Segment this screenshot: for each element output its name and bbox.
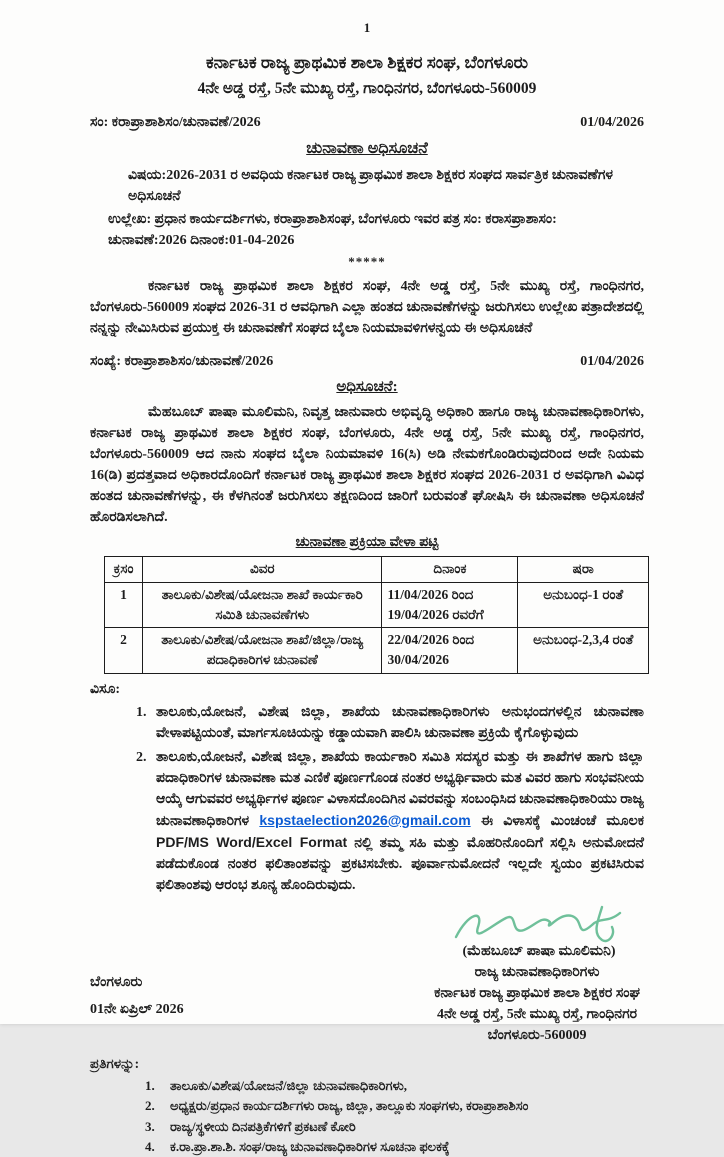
table-header-row: [105, 557, 649, 582]
row-remark: ಅನುಬಂಧ-1 ರಂತೆ: [518, 582, 649, 628]
reference-number-row-2: [90, 351, 644, 372]
signature-area: [90, 899, 644, 962]
table-row: [105, 628, 649, 674]
column-header-remark: ಷರಾ: [518, 557, 649, 582]
organization-name: ಕರ್ನಾಟಕ ರಾಜ್ಯ ಪ್ರಾಥಮಿಕ ಶಾಲಾ ಶಿಕ್ಷಕರ ಸಂಘ, ಬೆಂಗಳೂರು: [205, 52, 529, 72]
row-detail: ತಾಲೂಕು/ವಿಶೇಷ/ಯೋಜನಾ ಶಾಖೆ ಕಾರ್ಯಕಾರಿ ಸಮಿತಿ ಚುನಾವಣೆಗಳು: [143, 582, 382, 628]
note-item-2-text-mid: ಈ ವಿಳಾಸಕ್ಕೆ ಮಿಂಚಂಚೆ ಮೂಲಕ: [470, 813, 644, 829]
place: ಬೆಂಗಳೂರು: [90, 974, 143, 990]
election-email-link[interactable]: kspstaelection2026@gmail.com: [259, 811, 471, 828]
column-header-date: ದಿನಾಂಕ: [382, 557, 518, 582]
row-remark: ಅನುಬಂಧ-2,3,4 ರಂತೆ: [518, 628, 649, 674]
election-schedule-table: [104, 556, 649, 673]
place-and-designation-row: [90, 962, 644, 1046]
row-detail: ತಾಲೂಕು/ವಿಶೇಷ/ಯೋಜನಾ ಶಾಖೆ/ಜಿಲ್ಲಾ/ರಾಜ್ಯ ಪದಾಧಿಕಾರಿಗಳ ಚುನಾವಣೆ: [143, 628, 382, 674]
copy-item: 3. ರಾಜ್ಯ/ಸ್ಥಳೀಯ ದಿನಪತ್ರಿಕೆಗಳಿಗೆ ಪ್ರಕಟಣೆ ಕೋರಿ: [158, 1117, 644, 1137]
note-item-1: 1. ತಾಲೂಕು,ಯೋಜನೆ, ವಿಶೇಷ ಜಿಲ್ಲಾ, ಶಾಖೆಯ ಚುನಾವಣಾಧಿಕಾರಿಗಳು ಅನುಭಂದಗಳಲ್ಲಿನ ಚುನಾವಣಾ ವೇಳಾಪಟ್ಟಿಯಂತೆ, ಮಾರ್ಗಸೂಚಿಯನ್ನು ಕಡ್ಡಾಯವಾಗಿ ಪಾಲಿಸಿ ಚುನಾವಣಾ ಪ್ರಕ್ರಿಯೆ ಕೈಗೊಳ್ಳುವುದು: [150, 702, 644, 744]
signatory-org-city: ಬೆಂಗಳೂರು-560009: [487, 1027, 587, 1043]
signatory-designation-block: [434, 962, 640, 1046]
signature-block: [444, 899, 634, 962]
page-number: 1: [363, 20, 371, 35]
notification-body-paragraph: ಮೆಹಬೂಬ್ ಪಾಷಾ ಮೂಲಿಮನಿ, ನಿವೃತ್ತ ಜಾನುವಾರು ಅಭಿವೃದ್ಧಿ ಅಧಿಕಾರಿ ಹಾಗೂ ರಾಜ್ಯ ಚುನಾವಣಾಧಿಕಾರಿಗಳು, ಕರ್ನಾಟಕ ರಾಜ್ಯ ಪ್ರಾಥಮಿಕ ಶಾಲಾ ಶಿಕ್ಷಕರ ಸಂಘ, ಬೆಂಗಳೂರು, 4ನೇ ಅಡ್ಡ ರಸ್ತೆ, 5ನೇ ಮುಖ್ಯ ರಸ್ತೆ, ಗಾಂಧಿನಗರ, ಬೆಂಗಳೂರು-560009 ಆದ ನಾನು ಸಂಘದ ಬೈಲಾ ನಿಯಮಾವಳಿ 16(ಸಿ) ಅಡಿ ನೇಮಕಗೊಂಡಿರುವುದರಿಂದ ಅದೇ ನಿಯಮ 16(ಡಿ) ಪ್ರದತ್ತವಾದ ಅಧಿಕಾರದೊಂದಿಗೆ ಕರ್ನಾಟಕ ರಾಜ್ಯ ಪ್ರಾಥಮಿಕ ಶಾಲಾ ಶಿಕ್ಷಕರ ಸಂಘದ 2026-2031 ರ ಅವಧಿಗಾಗಿ ವಿವಿಧ ಹಂತದ ಚುನಾವಣೆಗಳನ್ನು, ಈ ಕೆಳಗಿನಂತೆ ಜರುಗಿಸಲು ತಕ್ಷಣದಿಂದ ಜಾರಿಗೆ ಬರುವಂತೆ ಘೋಷಿಸಿ ಈ ಚುನಾವಣಾ ಅಧಿಸೂಚನೆ ಹೊರಡಿಸಲಾಗಿದೆ.: [90, 405, 644, 526]
date: 01ನೇ ಏಪ್ರಿಲ್ 2026: [90, 1001, 184, 1017]
handwritten-signature: [444, 899, 634, 947]
signatory-name: (ಮೆಹಬೂಬ್ ಪಾಷಾ ಮೂಲಿಮನಿ): [462, 943, 616, 959]
note-item-2-text-start: ತಾಲೂಕು,ಯೋಜನೆ, ವಿಶೇಷ ಜಿಲ್ಲಾ, ಶಾಖೆಯ ಕಾರ್ಯಕಾರಿ ಸಮಿತಿ ಸದಸ್ಯರ ಮತ್ತು ಈ ಶಾಖೆಗಳ ಹಾಗು ಜಿಲ್ಲಾ ಪದಾಧಿಕಾರಿಗಳ ಚುನಾವಣಾ ಮತ ಎಣಿಕೆ ಪೂರ್ಣಗೊಂಡ ನಂತರ ಅಭ್ಯರ್ಥಿವಾರು ಮತ ವಿವರ ಹಾಗು ಸಂಭವನೀಯ ಆಯ್ಕೆ ಆಗುವವರ ಅಭ್ಯರ್ಥಿಗಳ ಪೂರ್ಣ ವಿಳಾಸದೊಂದಿಗಿನ ವಿವರವನ್ನು ಸಂಬಂಧಿಸಿದ ಚುನಾವಣಾಧಿಕಾರಿಯು ರಾಜ್ಯ ಚುನಾವಣಾಧಿಕಾರಿಗಳ: [156, 749, 644, 829]
signatory-role: ರಾಜ್ಯ ಚುನಾವಣಾಧಿಕಾರಿಗಳು: [474, 964, 600, 980]
subject-line: ವಿಷಯ:2026-2031 ರ ಅವಧಿಯ ಕರ್ನಾಟಕ ರಾಜ್ಯ ಪ್ರಾಥಮಿಕ ಶಾಲಾ ಶಿಕ್ಷಕರ ಸಂಘದ ಸಾರ್ವತ್ರಿಕ ಚುನಾವಣೆಗಳ ಅಧಿಸೂಚನೆ: [128, 168, 614, 205]
copy-item: 4. ಕ.ರಾ.ಪ್ರಾ.ಶಾ.ಶಿ. ಸಂಘ/ರಾಜ್ಯ ಚುನಾವಣಾಧಿಕಾರಿಗಳ ಸೂಚನಾ ಫಲಕಕ್ಕೆ: [158, 1137, 644, 1157]
format-bold-text: PDF/MS Word/Excel Format: [156, 833, 348, 850]
place-date-block: [90, 972, 184, 1026]
column-header-slno: ಕ್ರಸಂ: [105, 557, 143, 582]
notes-list: [150, 702, 644, 896]
reference-line: ಉಲ್ಲೇಖ: ಪ್ರಧಾನ ಕಾರ್ಯದರ್ಶಿಗಳು, ಕರಾಪ್ರಾಶಾಶಿಸಂಘ, ಬೆಂಗಳೂರು ಇವರ ಪತ್ರ ಸಂ: ಕರಾಸಪ್ರಾಶಾಸಂ: ಚುನಾವಣೆ:2026 ದಿನಾಂಕ:01-04-2026: [108, 212, 557, 249]
row-date: 11/04/2026 ರಿಂದ 19/04/2026 ರವರೆಗೆ: [382, 582, 518, 628]
letter-date-2: 01/04/2026: [580, 353, 644, 369]
letter-date: 01/04/2026: [580, 115, 644, 131]
signatory-org: ಕರ್ನಾಟಕ ರಾಜ್ಯ ಪ್ರಾಥಮಿಕ ಶಾಲಾ ಶಿಕ್ಷಕರ ಸಂಘ: [434, 985, 640, 1001]
schedule-table-title: ಚುನಾವಣಾ ಪ್ರಕ್ರಿಯಾ ವೇಳಾ ಪಟ್ಟಿ: [295, 535, 439, 551]
note-item-2-text-end: ನಲ್ಲಿ ತಮ್ಮ ಸಹಿ ಮತ್ತು ಮೊಹರಿನೊಂದಿಗೆ ಸಲ್ಲಿಸಿ ಅನುಮೋದನೆ ಪಡೆದುಕೊಂಡ ನಂತರ ಫಲಿತಾಂಶವನ್ನು ಪ್ರಕಟಿಸಬೇಕು. ಪೂರ್ವಾನುಮೋದನೆ ಇಲ್ಲದೇ ಸ್ವಯಂ ಪ್ರಕಟಿಸಿರುವ ಫಲಿತಾಂಶವು ಆರಂಭ ಶೂನ್ಯ ಹೊಂದಿರುವುದು.: [156, 835, 644, 893]
document-title: ಚುನಾವಣಾ ಅಧಿಸೂಚನೆ: [306, 140, 428, 158]
reference-number-2: ಸಂಖ್ಯೆ: ಕರಾಪ್ರಾಶಾಶಿಸಂ/ಚುನಾವಣೆ/2026: [90, 353, 274, 369]
copy-item: 1. ತಾಲೂಕು/ವಿಶೇಷ/ಯೋಜನೆ/ಜಿಲ್ಲಾ ಚುನಾವಣಾಧಿಕಾರಿಗಳು,: [158, 1076, 644, 1096]
copy-item: 2. ಅಧ್ಯಕ್ಷರು/ಪ್ರಧಾನ ಕಾರ್ಯದರ್ಶಿಗಳು ರಾಜ್ಯ, ಜಿಲ್ಲಾ, ತಾಲ್ಲೂಕು ಸಂಘಗಳು, ಕರಾಪ್ರಾಶಾಶಿಸಂ: [158, 1096, 644, 1116]
note-item-2: [150, 747, 644, 896]
reference-number-row: [90, 112, 644, 133]
row-slno: 1: [105, 582, 143, 628]
notes-label: ವಿಸೂ:: [90, 681, 121, 697]
letterhead: [90, 50, 644, 101]
column-header-detail: ವಿವರ: [143, 557, 382, 582]
organization-address: 4ನೇ ಅಡ್ಡ ರಸ್ತೆ, 5ನೇ ಮುಖ್ಯ ರಸ್ತೆ, ಗಾಂಧಿನಗರ, ಬೆಂಗಳೂರು-560009: [197, 80, 537, 97]
signatory-org-address: 4ನೇ ಅಡ್ಡ ರಸ್ತೆ, 5ನೇ ಮುಖ್ಯ ರಸ್ತೆ, ಗಾಂಧಿನಗರ: [437, 1006, 638, 1022]
intro-paragraph: ಕರ್ನಾಟಕ ರಾಜ್ಯ ಪ್ರಾಥಮಿಕ ಶಾಲಾ ಶಿಕ್ಷಕರ ಸಂಘ, 4ನೇ ಅಡ್ಡ ರಸ್ತೆ, 5ನೇ ಮುಖ್ಯ ರಸ್ತೆ, ಗಾಂಧಿನಗರ, ಬೆಂಗಳೂರು-560009 ಸಂಘದ 2026-31 ರ ಆವಧಿಗಾಗಿ ಎಲ್ಲಾ ಹಂತದ ಚುನಾವಣೆಗಳನ್ನು ಜರುಗಿಸಲು ಉಲ್ಲೇಖ ಪತ್ರಾದೇಶದಲ್ಲಿ ನನ್ನನ್ನು ನೇಮಿಸಿರುವ ಪ್ರಯುಕ್ತ ಈ ಚುನಾವಣೆಗೆ ಸಂಘದ ಬೈಲಾ ನಿಯಮಾವಳಿಗಳನ್ವಯ ಈ ಅಧಿಸೂಚನೆ: [90, 278, 644, 336]
table-row: [105, 582, 649, 628]
copies-label: ಪ್ರತಿಗಳನ್ನು:: [90, 1055, 140, 1071]
row-slno: 2: [105, 628, 143, 674]
separator-stars: *****: [348, 254, 386, 270]
reference-number: ಸಂ: ಕರಾಪ್ರಾಶಾಶಿಸಂ/ಚುನಾವಣೆ/2026: [90, 115, 261, 131]
notification-heading: ಅಧಿಸೂಚನೆ:: [336, 378, 398, 395]
copies-list: [158, 1076, 644, 1157]
row-date: 22/04/2026 ರಿಂದ 30/04/2026: [382, 628, 518, 674]
